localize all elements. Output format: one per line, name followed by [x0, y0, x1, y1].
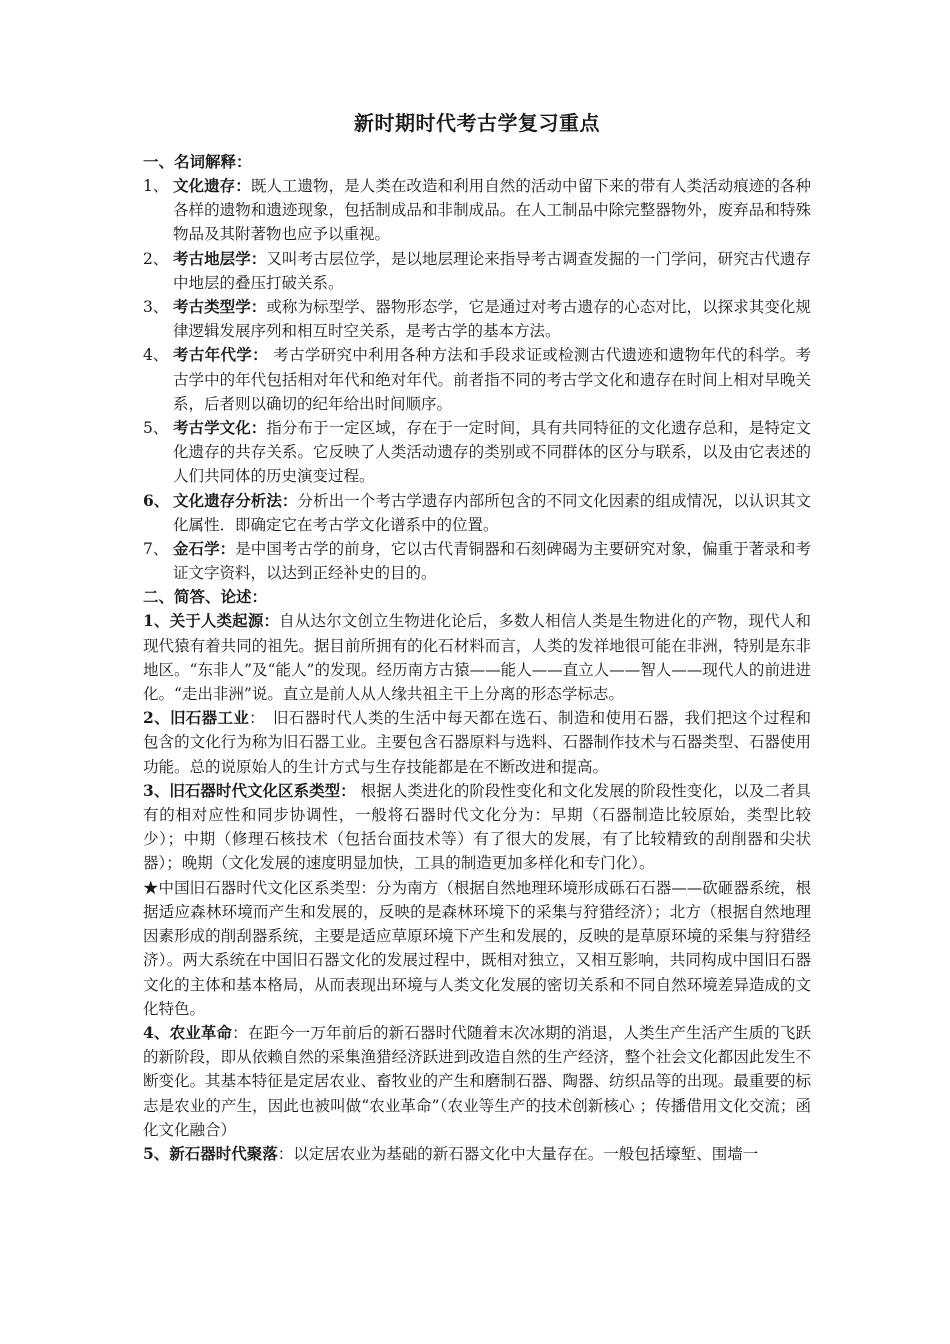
item-body: [173, 174, 811, 247]
term-definition: 指分布于一定区域，存在于一定时间，具有共同特征的文化遗存总和，是特定文化遗存的共存关系。它反映了人类活动遗存的类别或不同群体的区分与联系，以及由它表述的人们共同体的历史演变过程。: [173, 419, 811, 486]
answer-heading: 3、旧石器时代文化区系类型：: [143, 780, 356, 800]
answer-paragraph: [143, 1021, 811, 1142]
section-heading-terms: 一、名词解释：: [143, 152, 252, 171]
item-body: [173, 416, 811, 489]
answer-paragraph: [143, 609, 811, 706]
term-item: [143, 537, 811, 585]
item-body: [173, 295, 811, 343]
term-name: 文化遗存分析法：: [173, 490, 298, 510]
item-number: 3、: [143, 298, 169, 317]
term-list: [143, 174, 811, 585]
term-definition: 考古学研究中利用各种方法和手段求证或检测古代遗迹和遗物年代的科学。考古学中的年代包括相对年代和绝对年代。前者指不同的考古学文化和遗存在时间上相对早晚关系，后者则以确切的纪年给出时间顺序。: [173, 346, 811, 413]
term-definition: 或称为标型学、器物形态学，它是通过对考古遗存的心态对比，以探求其变化规律逻辑发展序列和相互时空关系，是考古学的基本方法。: [173, 298, 811, 341]
term-item: [143, 174, 811, 247]
item-body: [173, 489, 811, 537]
answer-heading: 5、新石器时代聚落: [143, 1143, 278, 1163]
item-number: 2、: [143, 249, 169, 268]
answer-paragraph: [143, 779, 811, 876]
answer-paragraph: [143, 706, 811, 779]
term-item: [143, 295, 811, 343]
document-page: [143, 108, 811, 1166]
answer-paragraph: [143, 876, 811, 1021]
answer-heading: 2、旧石器工业: [143, 708, 250, 728]
term-name: 金石学：: [173, 539, 236, 559]
term-definition: 分析出一个考古学遗存内部所包含的不同文化因素的组成情况，以认识其文化属性．即确定它在考古学文化谱系中的位置。: [173, 491, 811, 534]
answer-heading: 1、关于人类起源：: [143, 611, 280, 631]
item-body: [173, 343, 811, 416]
term-definition: 既人工遗物，是人类在改造和利用自然的活动中留下来的带有人类活动痕迹的各种各样的遗物和遗迹现象，包括制成品和非制成品。在人工制品中除完整器物外，废弃品和特殊物品及其附著物也应予以重视。: [173, 177, 811, 244]
answer-paragraph: [143, 1142, 811, 1166]
answer-text: ： 旧石器时代人类的生活中每天都在选石、制造和使用石器，我们把这个过程和包含的文化行为称为旧石器工业。主要包含石器原料与选料、石器制作技术与石器类型、石器使用功能。总的说原始人的生计方式与生存技能都是在不断改进和提高。: [143, 709, 811, 776]
term-item: [143, 343, 811, 416]
item-number: 7、: [143, 540, 169, 559]
answer-text: ：以定居农业为基础的新石器文化中大量存在。一般包括壕堑、围墙一: [277, 1144, 759, 1163]
item-number: 4、: [143, 346, 169, 365]
answer-text: 根据人类进化的阶段性变化和文化发展的阶段性变化，以及二者具有的相对应性和同步协调性，一般将石器时代文化分为：早期（石器制造比较原始，类型比较少）；中期（修理石核技术（包括台面技术等）有了很大的发展，有了比较精致的刮削器和尖状器）；晚期（文化发展的速度明显加快，工具的制造更加多样化和专门化）。: [143, 781, 811, 873]
item-body: [173, 537, 811, 585]
term-definition: 又叫考古层位学，是以地层理论来指导考古调查发掘的一门学问，研究古代遗存中地层的叠压打破关系。: [173, 249, 811, 292]
term-name: 文化遗存：: [173, 176, 251, 195]
answer-heading: 4、农业革命: [143, 1022, 233, 1042]
item-number: 6、: [143, 490, 170, 510]
answer-text: ★中国旧石器时代文化区系类型：分为南方（根据自然地理环境形成砾石石器——砍砸器系统，根据适应森林环境而产生和发展的，反映的是森林环境下的采集与狩猎经济）；北方（根据自然地理因素形成的削刮器系统，主要是适应草原环境下产生和发展的，反映的是草原环境的采集与狩猎经济）。两大系统在中国旧石器文化的发展过程中，既相对独立，又相互影响，共同构成中国旧石器文化的主体和基本格局，从而表现出环境与人类文化发展的密切关系和不同自然环境差异造成的文化特色。: [143, 878, 811, 1018]
section-heading-answers: 二、简答、论述：: [143, 587, 268, 607]
answer-list: [143, 609, 811, 1166]
term-name: 考古地层学：: [173, 248, 267, 268]
term-item: [143, 247, 811, 295]
term-name: 考古类型学：: [173, 297, 267, 317]
answer-text: 自从达尔文创立生物进化论后，多数人相信人类是生物进化的产物，现代人和现代猿有着共同的祖先。据目前所拥有的化石材料而言，人类的发祥地很可能在非洲，特别是东非地区。“东非人”及“能人”的发现。经历南方古猿——能人——直立人——智人——现代人的前进进化。“走出非洲”说。直立是前人从人缘共祖主干上分离的形态学标志。: [143, 612, 811, 704]
term-item: [143, 416, 811, 489]
item-number: 5、: [143, 419, 169, 438]
answer-text: ：在距今一万年前后的新石器时代随着末次冰期的消退，人类生产生活产生质的飞跃的新阶段，即从依赖自然的采集渔猎经济跃进到改造自然的生产经济，整个社会文化都因此发生不断变化。其基本特征是定居农业、畜牧业的产生和磨制石器、陶器、纺织品等的出现。最重要的标志是农业的产生，因此也被叫做“农业革命”（农业等生产的技术创新核心 ；传播借用文化交流；函化文化融合）: [143, 1023, 811, 1139]
page-title: 新时期时代考古学复习重点: [354, 111, 600, 135]
term-definition: 是中国考古学的前身，它以古代青铜器和石刻碑碣为主要研究对象，偏重于著录和考证文字资料，以达到正经补史的目的。: [173, 540, 811, 583]
term-item: [143, 489, 811, 537]
term-name: 考古学文化：: [173, 418, 267, 438]
item-number: 1、: [143, 177, 169, 195]
item-body: [173, 247, 811, 295]
term-name: 考古年代学：: [173, 345, 268, 365]
